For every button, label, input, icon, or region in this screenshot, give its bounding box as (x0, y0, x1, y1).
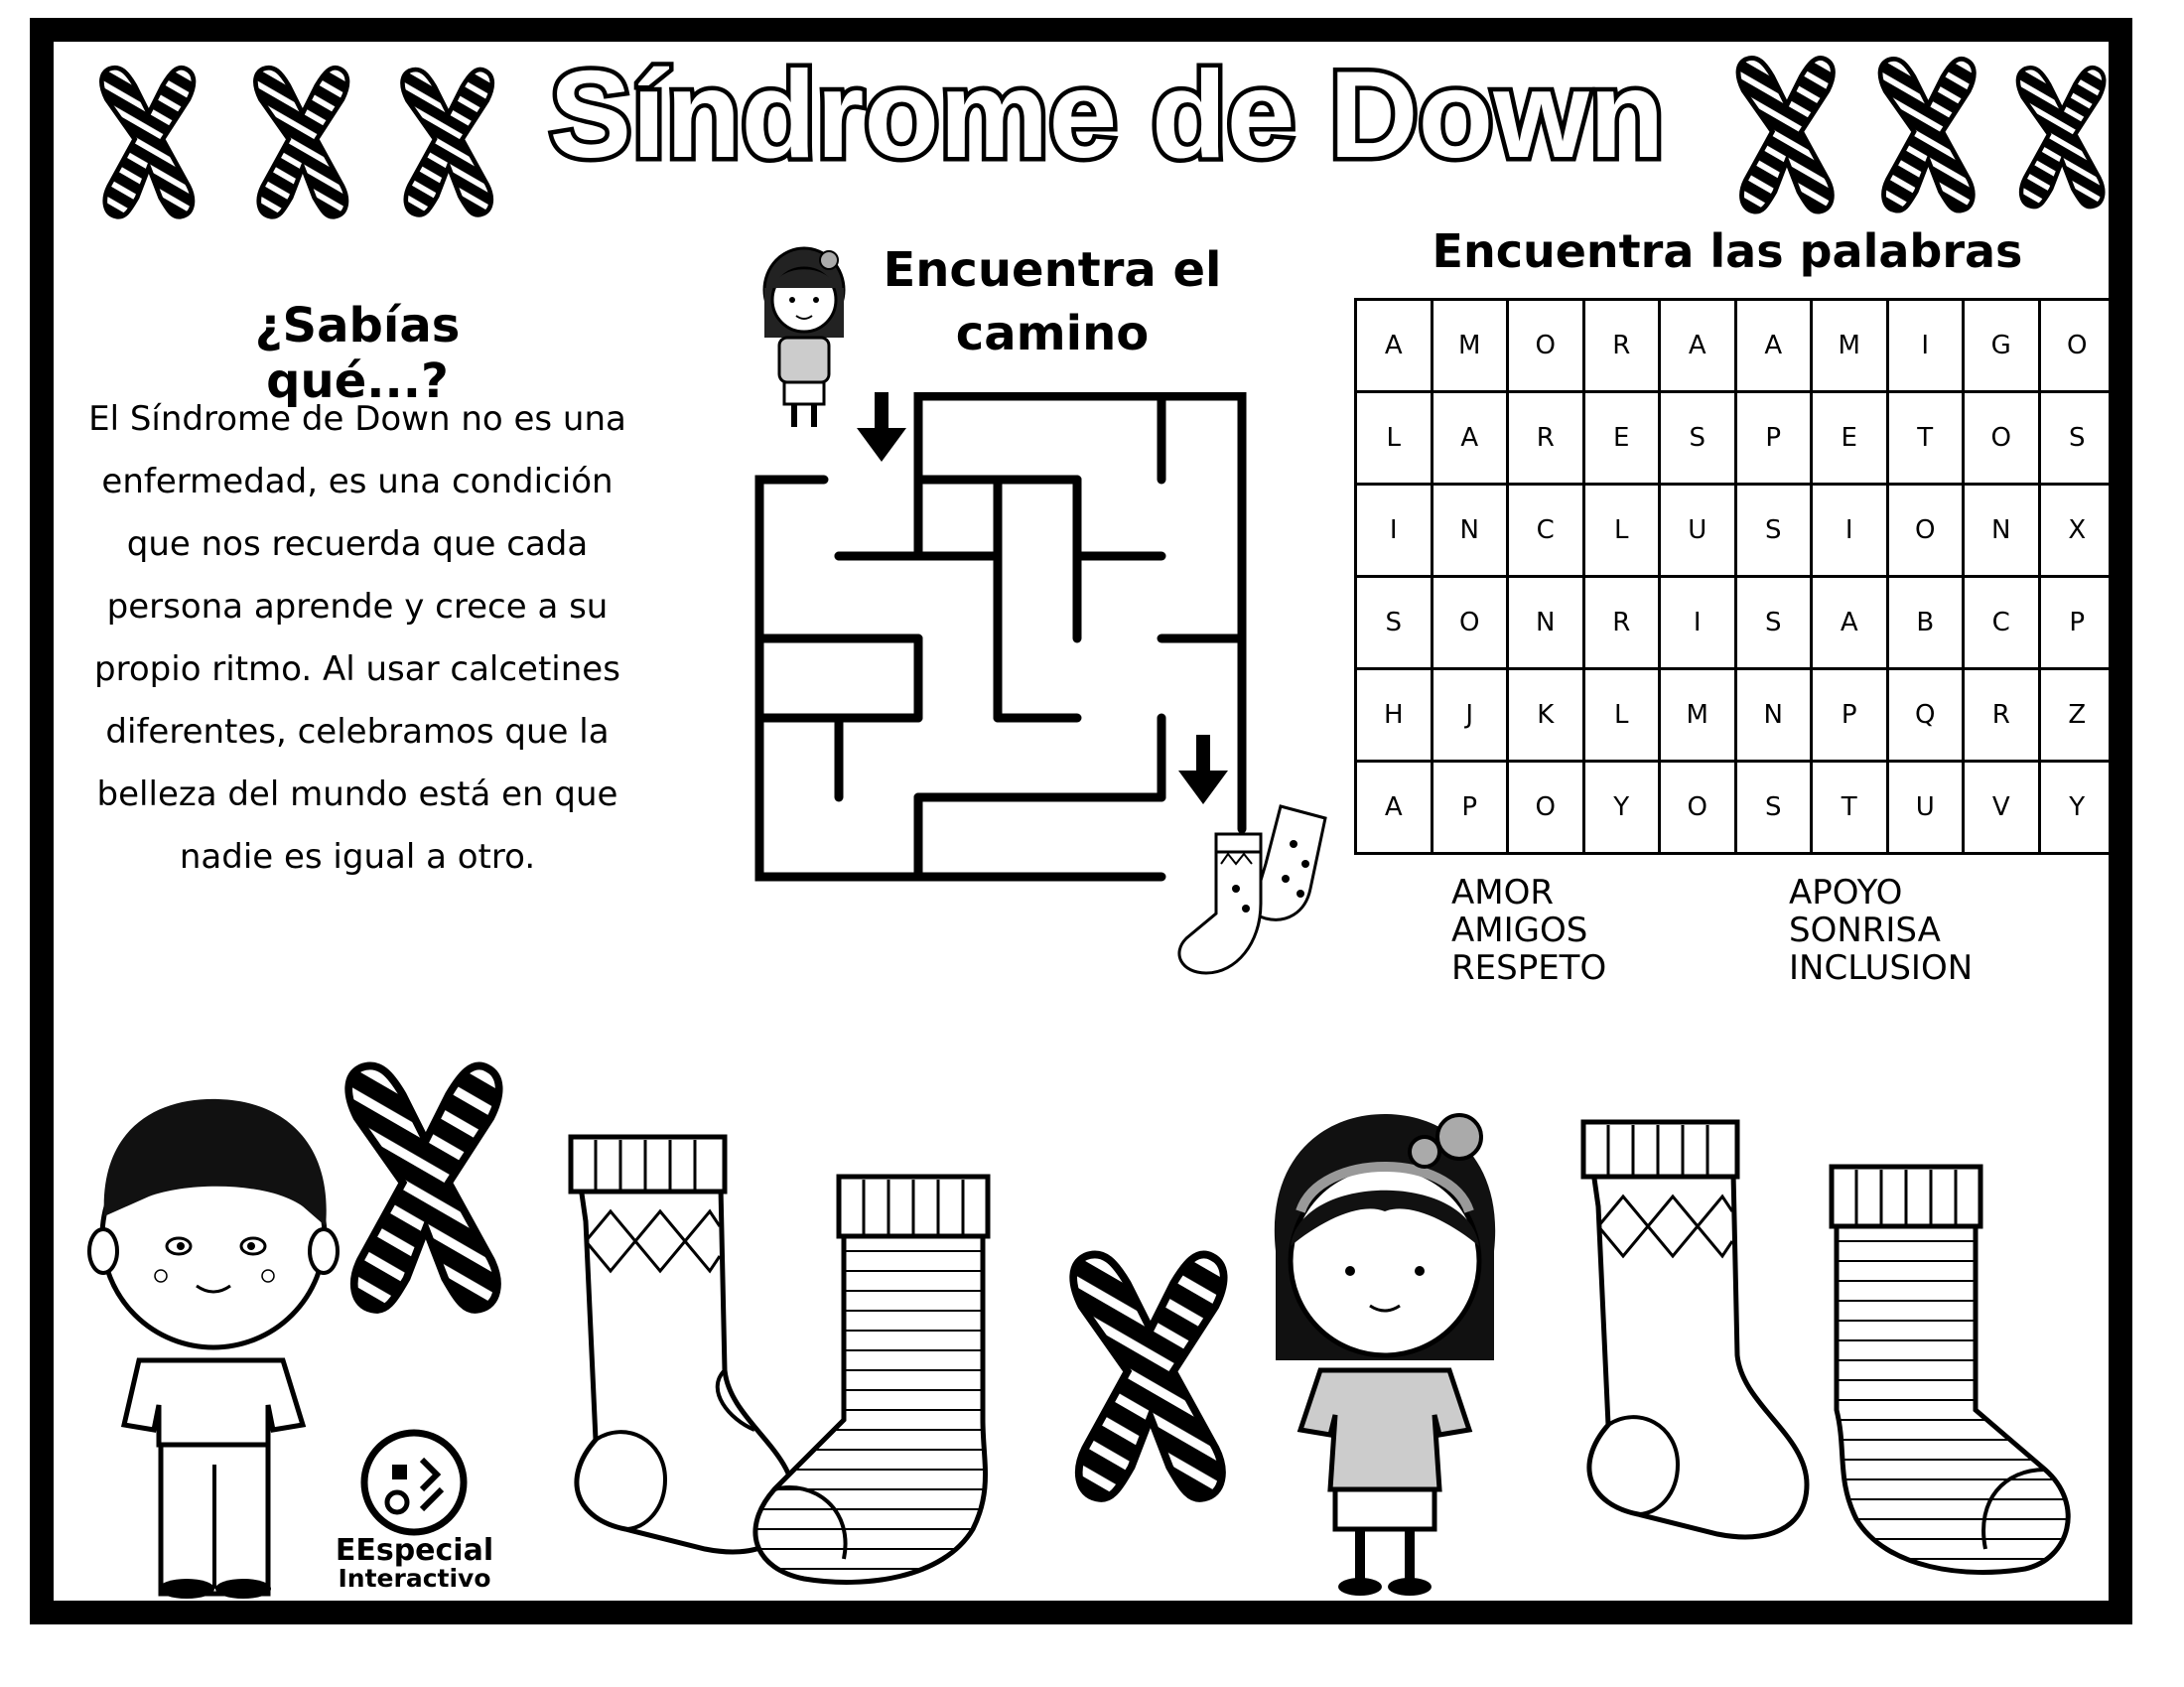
grid-cell[interactable]: Y (2039, 762, 2116, 854)
grid-cell[interactable]: L (1583, 485, 1660, 577)
maze-heading-line2: camino (955, 306, 1150, 361)
fact-line: belleza del mundo está en que (96, 774, 618, 814)
girl-illustration (1261, 1102, 1509, 1599)
grid-cell[interactable]: E (1812, 392, 1888, 485)
sock-illustration (1569, 1102, 1817, 1559)
grid-cell[interactable]: A (1735, 300, 1812, 392)
grid-cell[interactable]: X (2039, 485, 2116, 577)
grid-cell[interactable]: S (1735, 762, 1812, 854)
chromosome-icon (318, 1053, 526, 1321)
grid-cell[interactable]: A (1356, 300, 1433, 392)
grid-cell[interactable]: T (1812, 762, 1888, 854)
grid-cell[interactable]: U (1887, 762, 1964, 854)
grid-cell[interactable]: N (1964, 485, 2040, 577)
arrow-down-icon (857, 392, 906, 462)
fact-line: persona aprende y crece a su (106, 587, 609, 627)
grid-cell[interactable]: I (1660, 577, 1736, 669)
word-list-item: AMOR (1451, 873, 1554, 913)
fact-heading: ¿Sabías qué...? (254, 298, 461, 409)
grid-cell[interactable]: M (1660, 669, 1736, 762)
word-list-item: RESPETO (1451, 948, 1607, 988)
fact-line: diferentes, celebramos que la (105, 712, 610, 752)
grid-cell[interactable]: I (1356, 485, 1433, 577)
boy-illustration (69, 1087, 357, 1599)
grid-cell[interactable]: O (2039, 300, 2116, 392)
fact-line: El Síndrome de Down no es una (88, 399, 626, 439)
grid-cell[interactable]: O (1964, 392, 2040, 485)
chromosome-icon (1722, 50, 1846, 218)
grid-cell[interactable]: B (1887, 577, 1964, 669)
grid-cell[interactable]: O (1660, 762, 1736, 854)
fact-line: que nos recuerda que cada (126, 524, 589, 564)
grid-cell[interactable]: R (1583, 577, 1660, 669)
grid-cell[interactable]: P (1812, 669, 1888, 762)
grid-cell[interactable]: M (1812, 300, 1888, 392)
grid-cell[interactable]: H (1356, 669, 1433, 762)
grid-cell[interactable]: R (1583, 300, 1660, 392)
page-title (516, 40, 1698, 199)
grid-cell[interactable]: N (1508, 577, 1584, 669)
grid-cell[interactable]: T (1887, 392, 1964, 485)
word-list-item: AMIGOS (1451, 911, 1588, 950)
maze-heading-line1: Encuentra el (883, 242, 1222, 298)
maze-heading (864, 238, 1241, 365)
grid-cell[interactable]: S (2039, 392, 2116, 485)
grid-cell[interactable]: R (1964, 669, 2040, 762)
grid-cell[interactable]: U (1660, 485, 1736, 577)
grid-cell[interactable]: J (1432, 669, 1508, 762)
grid-cell[interactable]: P (1735, 392, 1812, 485)
grid-cell[interactable]: P (1432, 762, 1508, 854)
grid-cell[interactable]: I (1887, 300, 1964, 392)
grid-row (1356, 392, 2116, 485)
chromosome-icon (389, 60, 503, 223)
grid-cell[interactable]: O (1432, 577, 1508, 669)
fact-line: propio ritmo. Al usar calcetines (94, 649, 620, 689)
grid-cell[interactable]: G (1964, 300, 2040, 392)
chromosome-icon (238, 60, 362, 223)
chromosome-icon (1042, 1241, 1251, 1509)
grid-row (1356, 485, 2116, 577)
grid-cell[interactable]: P (2039, 577, 2116, 669)
grid-cell[interactable]: M (1432, 300, 1508, 392)
grid-cell[interactable]: N (1735, 669, 1812, 762)
fact-line: enfermedad, es una condición (101, 462, 614, 501)
grid-cell[interactable]: S (1735, 577, 1812, 669)
grid-cell[interactable]: S (1735, 485, 1812, 577)
word-list-item: SONRISA (1789, 911, 1941, 950)
grid-cell[interactable]: A (1812, 577, 1888, 669)
grid-cell[interactable]: L (1356, 392, 1433, 485)
word-list-item: APOYO (1789, 873, 1903, 913)
grid-cell[interactable]: Z (2039, 669, 2116, 762)
grid-cell[interactable]: O (1887, 485, 1964, 577)
grid-row (1356, 762, 2116, 854)
grid-cell[interactable]: N (1432, 485, 1508, 577)
wordsearch-grid (1354, 298, 2116, 855)
eespecial-logo-icon (352, 1425, 477, 1539)
grid-cell[interactable]: L (1583, 669, 1660, 762)
page-title-outline: Síndrome de Down (549, 47, 1665, 184)
grid-cell[interactable]: A (1660, 300, 1736, 392)
logo-text (328, 1533, 501, 1593)
grid-cell[interactable]: S (1356, 577, 1433, 669)
grid-cell[interactable]: A (1356, 762, 1433, 854)
sock-illustration (735, 1162, 1013, 1599)
grid-cell[interactable]: K (1508, 669, 1584, 762)
grid-cell[interactable]: A (1432, 392, 1508, 485)
grid-cell[interactable]: E (1583, 392, 1660, 485)
chromosome-icon (1866, 50, 1985, 218)
grid-row (1356, 577, 2116, 669)
chromosome-icon (2005, 55, 2115, 218)
grid-cell[interactable]: I (1812, 485, 1888, 577)
grid-cell[interactable]: C (1508, 485, 1584, 577)
socks-icon (1166, 794, 1340, 983)
grid-cell[interactable]: S (1660, 392, 1736, 485)
word-list-item: INCLUSION (1789, 948, 1974, 988)
chromosome-icon (84, 60, 208, 223)
wordsearch-heading: Encuentra las palabras (1432, 224, 2023, 278)
logo-line1: EEspecial (335, 1533, 494, 1568)
grid-cell[interactable]: Y (1583, 762, 1660, 854)
logo-line2: Interactivo (338, 1564, 491, 1593)
grid-row (1356, 300, 2116, 392)
fact-line: nadie es igual a otro. (179, 837, 536, 877)
grid-cell[interactable]: O (1508, 762, 1584, 854)
grid-cell[interactable]: V (1964, 762, 2040, 854)
grid-cell[interactable]: O (1508, 300, 1584, 392)
grid-cell[interactable]: Q (1887, 669, 1964, 762)
grid-cell[interactable]: R (1508, 392, 1584, 485)
grid-cell[interactable]: C (1964, 577, 2040, 669)
grid-row (1356, 669, 2116, 762)
sock-illustration (1807, 1152, 2105, 1589)
